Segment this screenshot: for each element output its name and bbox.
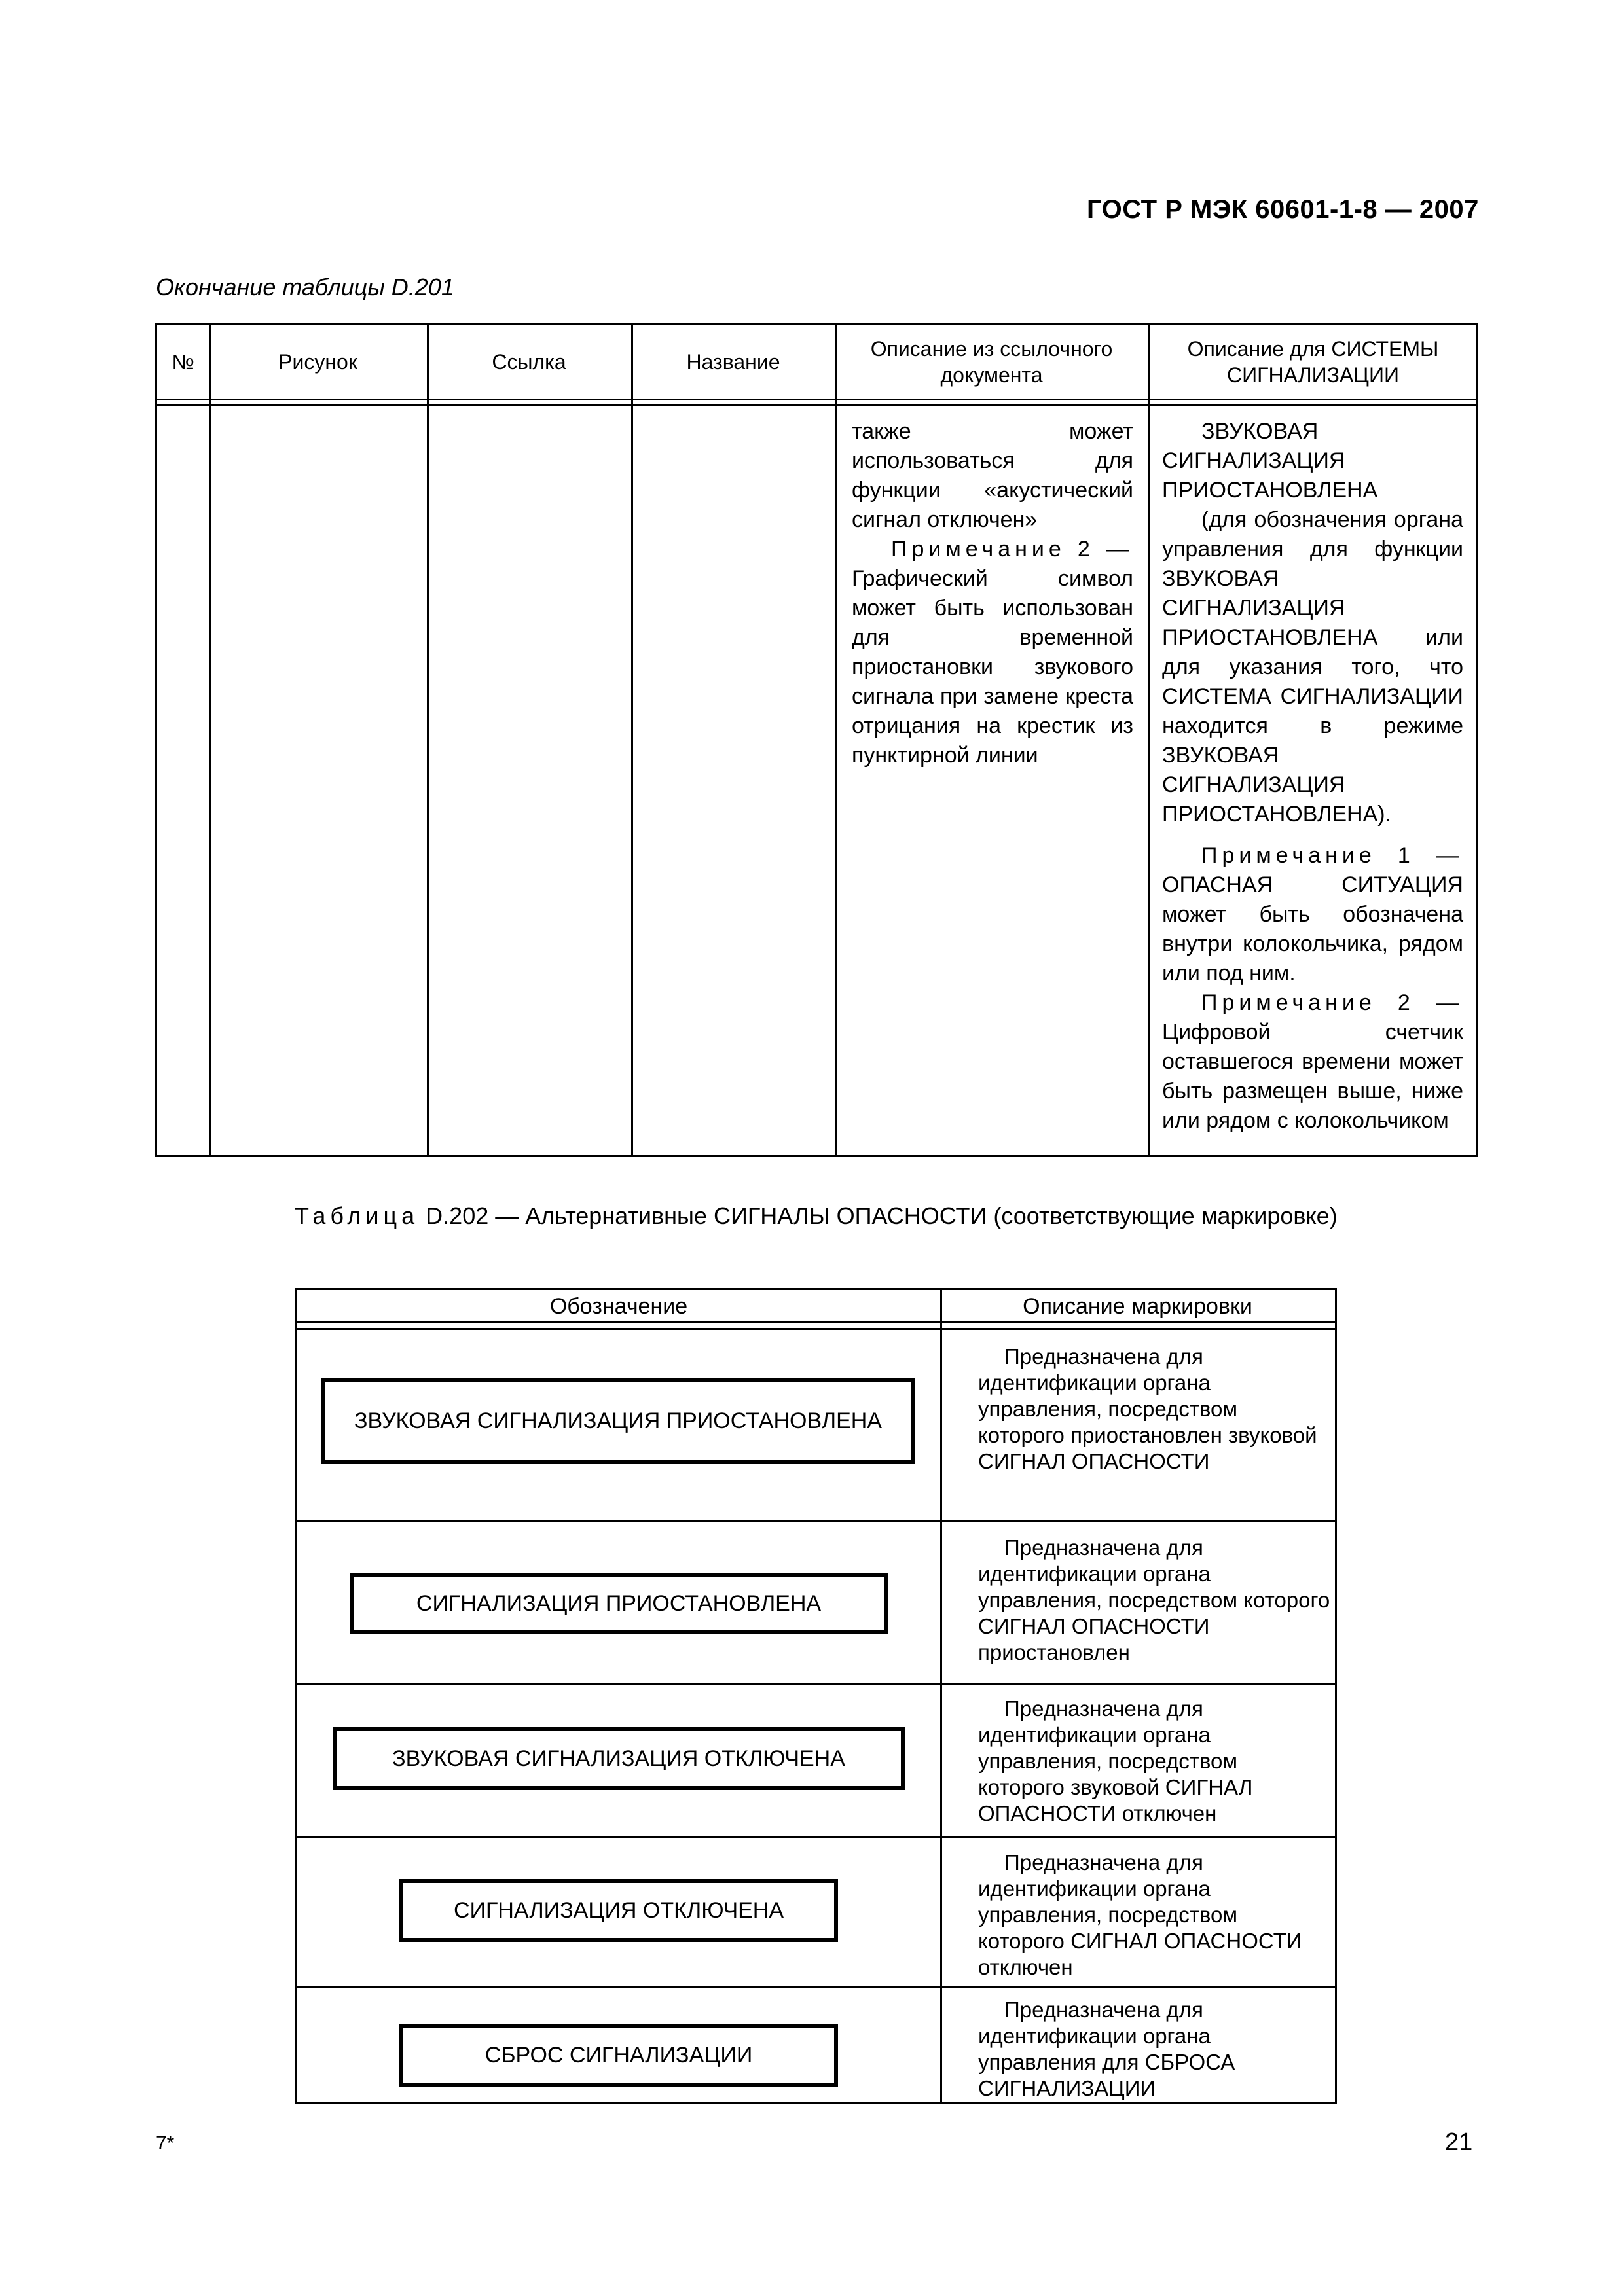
reference-description-text: также может использоваться для функции «акустический сигнал отключен» [852, 419, 1133, 532]
row-divider [297, 1836, 1335, 1838]
header-marking-description: Описание маркировки [1023, 1293, 1252, 1319]
note2-label: Примечание 2 — [1201, 990, 1463, 1015]
description-lead: Предназначена для [1004, 1696, 1203, 1721]
table-d202 [295, 1288, 1337, 2104]
row-divider [297, 1520, 1335, 1522]
note1-label: Примечание 1 — [1201, 843, 1463, 868]
description-lead: Предназначена для [1004, 1344, 1203, 1369]
header-divider [157, 404, 1476, 406]
header-system-description: Описание для СИСТЕМЫ СИГНАЛИЗАЦИИ [1187, 337, 1439, 387]
description-text: идентификации органа управления, посредством которого звуковой СИГНАЛ ОПАСНОСТИ отключен [978, 1723, 1253, 1825]
table-title-text: D.202 — Альтернативные СИГНАЛЫ ОПАСНОСТИ (соответствующие маркировке) [426, 1202, 1338, 1229]
marking-box: СБРОС СИГНАЛИЗАЦИИ [399, 2024, 838, 2087]
marking-description [978, 1850, 1319, 1981]
note2-text: Цифровой счетчик оставшегося времени может быть размещен выше, ниже или рядом с колокольчиком [1162, 1020, 1463, 1133]
column-divider [835, 325, 837, 1155]
description-lead: Предназначена для [1004, 1535, 1203, 1560]
table-continuation-caption: Окончание таблицы D.201 [156, 274, 454, 300]
description-text: идентификации органа управления для СБРОСА СИГНАЛИЗАЦИИ [978, 2024, 1235, 2100]
header-reference-description: Описание из ссылочного документа [870, 337, 1113, 387]
table-d201 [155, 323, 1478, 1157]
description-text: идентификации органа управления, посредством которого СИГНАЛ ОПАСНОСТИ отключен [978, 1876, 1302, 1979]
marking-box: СИГНАЛИЗАЦИЯ ПРИОСТАНОВЛЕНА [350, 1573, 888, 1634]
system-description-text: (для обозначения органа управления для функции ЗВУКОВАЯ СИГНАЛИЗАЦИЯ ПРИОСТАНОВЛЕНА или для указания того, что СИСТЕМА СИГНАЛИЗАЦИИ находится в режиме ЗВУКОВАЯ СИГНАЛИЗАЦИЯ ПРИОСТАНОВЛЕНА). [1162, 507, 1463, 827]
description-lead: Предназначена для [1004, 1998, 1203, 2022]
reference-description-cell [852, 417, 1133, 770]
header-divider [297, 1328, 1335, 1330]
row-divider [297, 1683, 1335, 1685]
column-divider [1148, 325, 1150, 1155]
column-divider [940, 1290, 942, 2102]
header-figure: Рисунок [278, 350, 357, 374]
header-name: Название [686, 350, 780, 374]
marking-description [978, 1997, 1319, 2102]
column-divider [209, 325, 211, 1155]
system-description-cell [1162, 417, 1463, 1136]
marking-description [978, 1535, 1332, 1666]
column-divider [631, 325, 633, 1155]
marking-box: ЗВУКОВАЯ СИГНАЛИЗАЦИЯ ОТКЛЮЧЕНА [333, 1727, 905, 1790]
note1-text: ОПАСНАЯ СИТУАЦИЯ может быть обозначена внутри колокольчика, рядом или под ним. [1162, 872, 1463, 986]
row-divider [297, 1986, 1335, 1988]
marking-description [978, 1696, 1319, 1827]
page-number: 21 [1445, 2128, 1473, 2156]
table-label: Таблица [295, 1202, 420, 1229]
marking-box: СИГНАЛИЗАЦИЯ ОТКЛЮЧЕНА [399, 1879, 838, 1942]
marking-description [978, 1344, 1319, 1475]
document-standard-header: ГОСТ Р МЭК 60601-1-8 — 2007 [1087, 195, 1479, 224]
header-reference: Ссылка [492, 350, 566, 374]
system-description-title: ЗВУКОВАЯ СИГНАЛИЗАЦИЯ ПРИОСТАНОВЛЕНА [1162, 419, 1378, 503]
note-label: Примечание 2 — [891, 537, 1133, 562]
table-d202-title [295, 1201, 1349, 1231]
column-divider [427, 325, 429, 1155]
header-number: № [172, 350, 194, 374]
description-text: идентификации органа управления, посредством которого приостановлен звуковой СИГНАЛ ОПАСНОСТИ [978, 1371, 1317, 1473]
footer-mark: 7* [156, 2132, 175, 2154]
description-lead: Предназначена для [1004, 1850, 1203, 1874]
header-designation: Обозначение [549, 1293, 688, 1319]
marking-box: ЗВУКОВАЯ СИГНАЛИЗАЦИЯ ПРИОСТАНОВЛЕНА [321, 1378, 915, 1464]
note-text: Графический символ может быть использован для временной приостановки звукового сигнала при замене креста отрицания на крестик из пунктирной линии [852, 566, 1133, 768]
description-text: идентификации органа управления, посредством которого СИГНАЛ ОПАСНОСТИ приостановлен [978, 1562, 1330, 1664]
header-divider [157, 399, 1476, 400]
